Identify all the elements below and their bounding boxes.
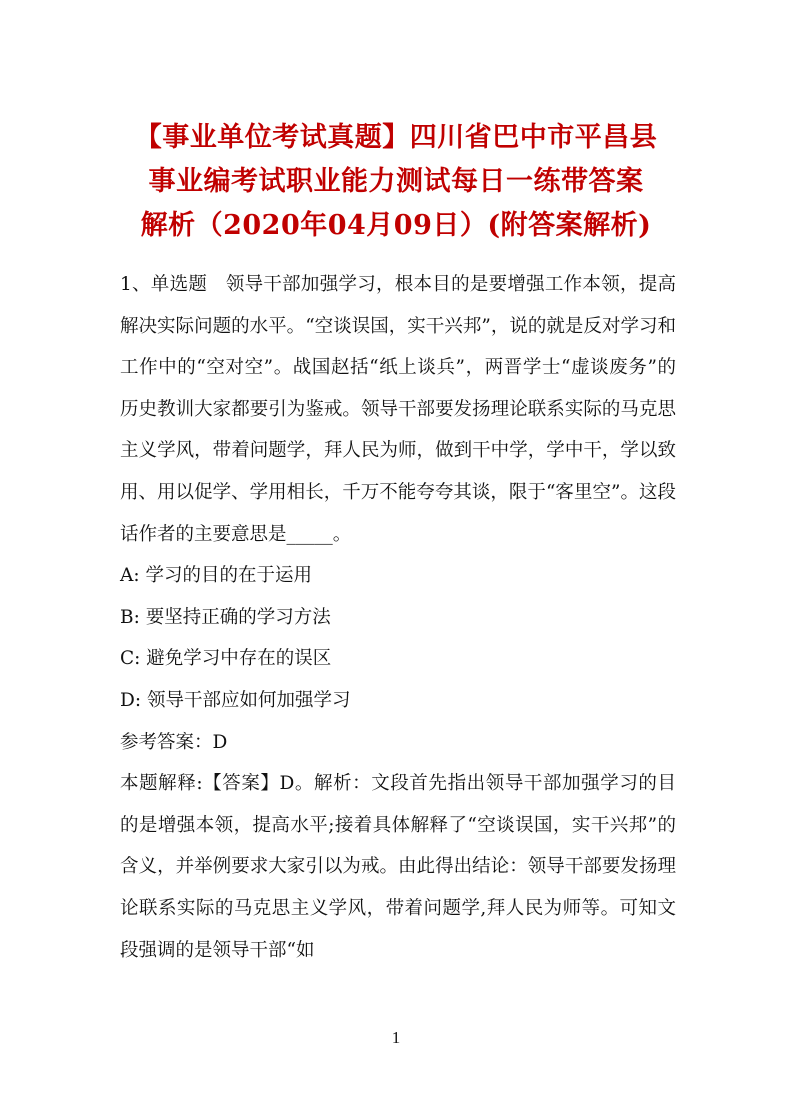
option-a: A: 学习的目的在于运用 <box>120 565 312 587</box>
option-c: C: 避免学习中存在的误区 <box>120 648 332 670</box>
reference-answer: 参考答案：D <box>120 731 228 753</box>
question-body <box>120 264 676 971</box>
question-stem: 1、单选题 领导干部加强学习，根本目的是要增强工作本领，提高解决实际问题的水平。“空谈误国，实干兴邦”，说的就是反对学习和工作中的“空对空”。战国赵括“纸上谈兵”，两晋学士“虚谈废务”的历史教训大家都要引为鉴戒。领导干部要发扬理论联系实际的马克思主义学风，带着问题学，拜人民为师，做到干中学，学中干，学以致用、用以促学、学用相长，千万不能夸夸其谈，限于“客里空”。这段话作者的主要意思是_____。 <box>120 274 676 545</box>
option-d: D: 领导干部应如何加强学习 <box>120 689 351 711</box>
answer-explanation: 本题解释:【答案】D。解析：文段首先指出领导干部加强学习的目的是增强本领，提高水平;接着具体解释了“空谈误国，实干兴邦”的含义，并举例要求大家引以为戒。由此得出结论：领导干部要发扬理论联系实际的马克思主义学风，带着问题学,拜人民为师等。可知文段强调的是领导干部“如 <box>120 773 676 961</box>
title-line-2: 事业编考试职业能力测试每日一练带答案 <box>148 166 644 197</box>
title-line-1: 【事业单位考试真题】四川省巴中市平昌县 <box>134 122 658 153</box>
document-title <box>100 116 692 248</box>
option-b: B: 要坚持正确的学习方法 <box>120 606 331 628</box>
page-number: 1 <box>391 1028 401 1047</box>
title-line-3: 解析（2020年04月09日）(附答案解析) <box>140 210 652 241</box>
